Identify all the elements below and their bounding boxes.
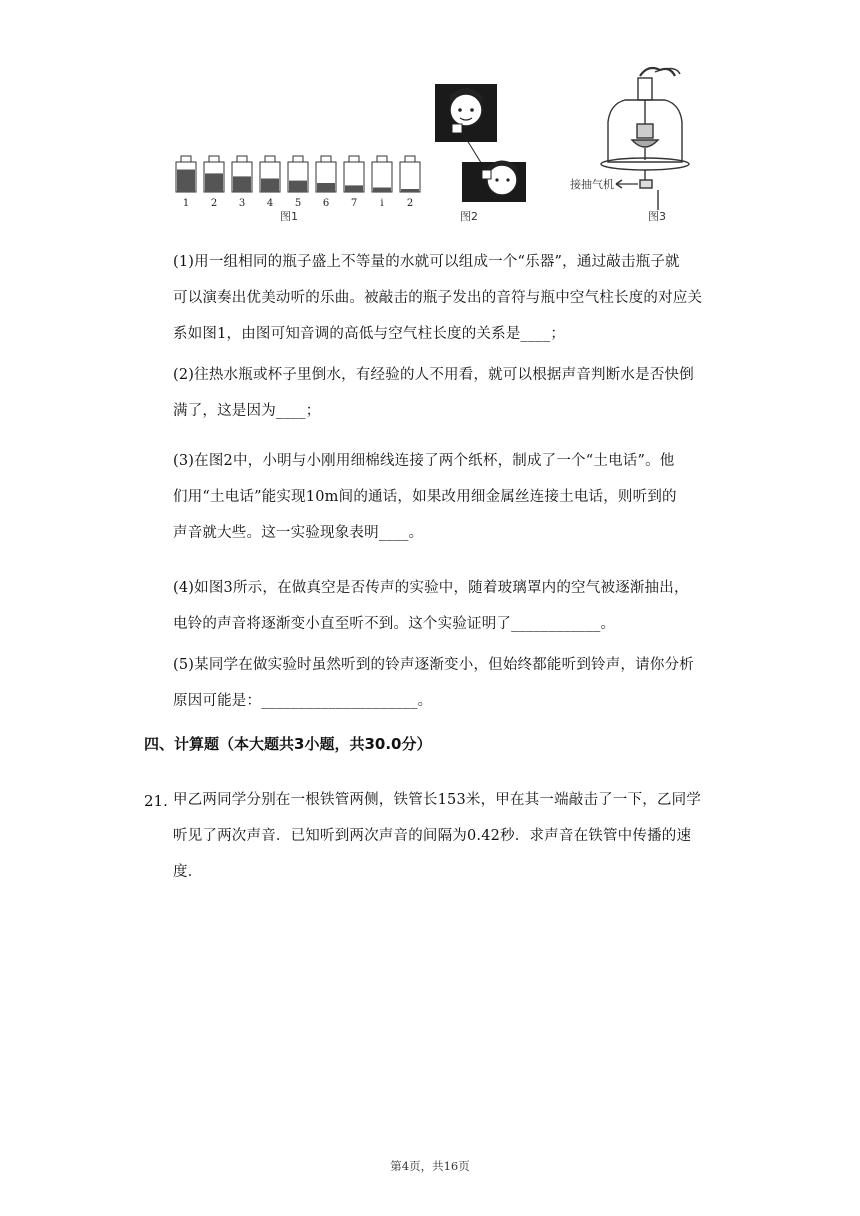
bottle-number: i xyxy=(380,198,384,209)
part-2-line: (2)往热水瓶或杯子里倒水，有经验的人不用看，就可以根据声音判断水是否快倒 xyxy=(173,367,694,383)
section-heading: 四、计算题（本大题共3小题，共30.0分） xyxy=(144,735,432,753)
question-part-3 xyxy=(173,443,693,551)
question-part-2 xyxy=(173,357,693,429)
bottle xyxy=(176,156,196,209)
bottle xyxy=(288,156,308,209)
question-21-number: 21. xyxy=(144,792,168,810)
bottle-number: 2 xyxy=(210,198,218,209)
bottle xyxy=(204,156,224,209)
bottle xyxy=(344,156,364,209)
question-21-line: 度． xyxy=(173,864,203,880)
question-part-4 xyxy=(173,570,693,642)
fig1-caption: 图1 xyxy=(280,210,298,223)
bottle-number: 6 xyxy=(322,198,330,209)
bottle xyxy=(400,156,420,209)
fig2-illustration xyxy=(435,84,526,202)
fig3-pump-label: 接抽气机 xyxy=(570,178,614,191)
bottle-number: 3 xyxy=(238,198,246,209)
part-3-line: (3)在图2中，小明与小刚用细棉线连接了两个纸杯，制成了一个“土电话”。他 xyxy=(173,453,675,469)
part-5-line: (5)某同学在做实验时虽然听到的铃声逐渐变小，但始终都能听到铃声，请你分析 xyxy=(173,657,694,673)
question-part-1 xyxy=(173,244,703,352)
part-1-line: 可以演奏出优美动听的乐曲。被敲击的瓶子发出的音符与瓶中空气柱长度的对应关 xyxy=(173,290,703,306)
part-1-line: 系如图1，由图可知音调的高低与空气柱长度的关系是____； xyxy=(173,326,566,342)
question-21-line: 甲乙两同学分别在一根铁管两侧，铁管长153米，甲在其一端敲击了一下，乙同学 xyxy=(173,792,702,808)
bottle xyxy=(232,156,252,209)
bottle xyxy=(316,156,336,209)
bottle xyxy=(260,156,280,209)
part-4-line: 电铃的声音将逐渐变小直至听不到。这个实验证明了____________。 xyxy=(173,616,616,632)
question-part-5 xyxy=(173,647,693,719)
part-3-line: 们用“土电话”能实现10m间的通话，如果改用细金属丝连接土电话，则听到的 xyxy=(173,489,677,505)
question-21-line: 听见了两次声音．已知听到两次声音的间隔为0.42秒．求声音在铁管中传播的速 xyxy=(173,828,692,844)
bottle-number: 2 xyxy=(406,198,414,209)
fig1-bottles xyxy=(176,156,420,209)
bottle-number: 4 xyxy=(266,198,274,209)
bottle-number: 1 xyxy=(182,198,190,209)
question-21-text xyxy=(173,782,702,890)
page-footer: 第4页，共16页 xyxy=(390,1159,470,1173)
part-1-line: (1)用一组相同的瓶子盛上不等量的水就可以组成一个“乐器”，通过敲击瓶子就 xyxy=(173,254,680,270)
fig3-caption: 图3 xyxy=(648,210,666,223)
fig3-illustration xyxy=(601,68,689,210)
bottle-number: 7 xyxy=(350,198,358,209)
fig2-caption: 图2 xyxy=(460,210,478,223)
part-4-line: (4)如图3所示，在做真空是否传声的实验中，随着玻璃罩内的空气被逐渐抽出， xyxy=(173,580,689,596)
bottle-number: 5 xyxy=(294,198,302,209)
part-5-line: 原因可能是：_____________________。 xyxy=(173,693,433,709)
bottle xyxy=(372,156,392,209)
figures-svg xyxy=(170,62,690,227)
figures-row xyxy=(170,62,690,227)
part-3-line: 声音就大些。这一实验现象表明____。 xyxy=(173,525,424,541)
part-2-line: 满了，这是因为____； xyxy=(173,403,321,419)
